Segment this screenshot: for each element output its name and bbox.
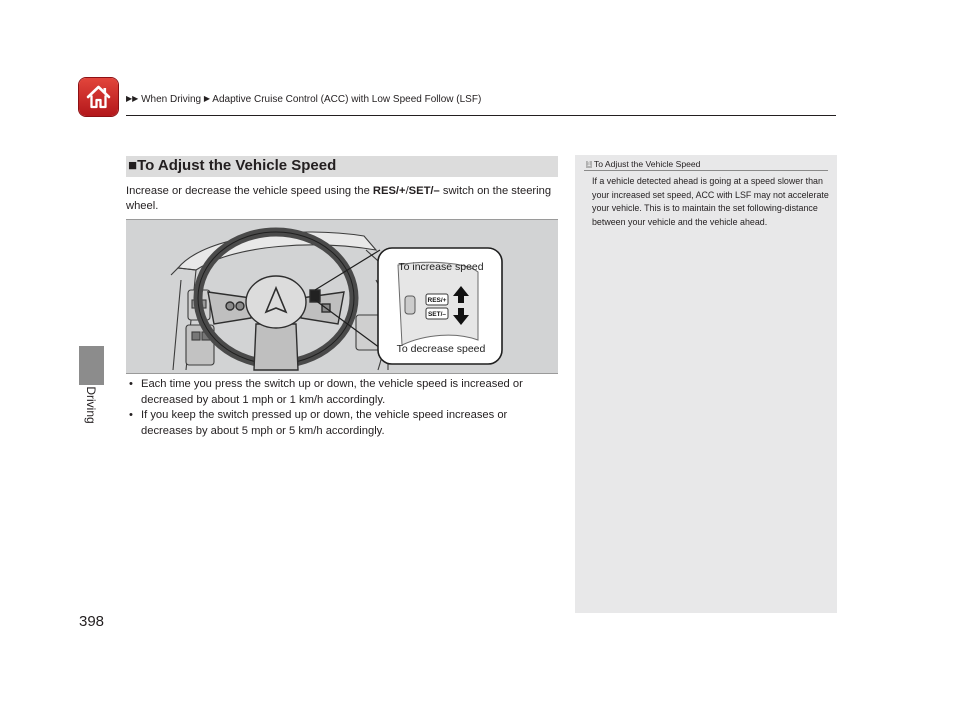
section-title: ■To Adjust the Vehicle Speed [128, 157, 337, 174]
steering-wheel-drawing [198, 232, 354, 370]
increase-speed-label: To increase speed [398, 261, 484, 273]
note-ref-number: 1 [587, 161, 591, 168]
note-text: If a vehicle detected ahead is going at a speed slower than your increased set speed, ACC with LSF may not accelerate your vehicle. This is to maintain the set following-distance between your vehicle and the vehicle ahead. [592, 176, 829, 228]
page-number: 398 [79, 613, 105, 630]
res-button-label: RES/+ [427, 297, 447, 304]
breadcrumb [126, 94, 481, 105]
list-item: • If you keep the switch pressed up or down, the vehicle speed increases or decreases by about 5 mph or 5 km/h accordingly. [129, 409, 508, 437]
note-heading: 1 To Adjust the Vehicle Speed [587, 159, 701, 169]
note-divider [584, 170, 828, 171]
breadcrumb-item-acc[interactable]: Adaptive Cruise Control (ACC) with Low Speed Follow (LSF) [212, 94, 482, 105]
chapter-label: Driving [84, 386, 98, 424]
section-square-icon: ■ [128, 157, 138, 174]
home-icon [85, 84, 112, 110]
decrease-speed-label: To decrease speed [396, 343, 486, 355]
intro-paragraph: Increase or decrease the vehicle speed using the RES/+/SET/– switch on the steering wheel. [126, 185, 552, 212]
chapter-tab-marker [79, 346, 104, 385]
set-button-label: SET/– [427, 311, 447, 318]
list-item: • Each time you press the switch up or down, the vehicle speed is increased or decreased by about 1 mph or 1 km/h accordingly. [129, 378, 523, 406]
set-switch-label: SET/– [408, 185, 440, 197]
breadcrumb-item-when-driving[interactable]: When Driving [141, 94, 202, 105]
steering-wheel-illustration [126, 219, 558, 374]
header-divider [126, 115, 836, 116]
home-button[interactable] [79, 78, 118, 116]
switch-closeup-callout [378, 248, 502, 364]
breadcrumb-arrow-icon: ▶ [203, 94, 211, 103]
res-switch-label: RES/+ [372, 185, 406, 197]
bullet-list [126, 377, 556, 439]
breadcrumb-arrow-icon: ▶▶ [126, 94, 139, 103]
